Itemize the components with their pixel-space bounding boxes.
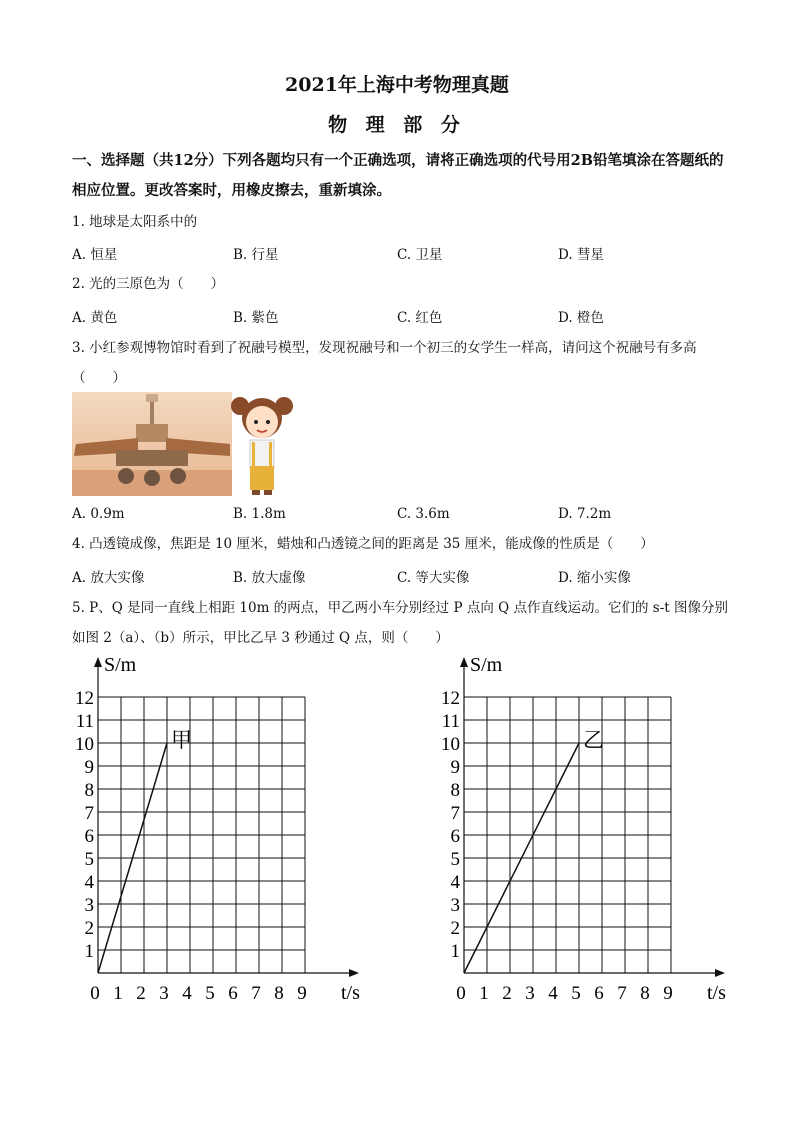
y-tick-label: 6 xyxy=(84,826,94,847)
y-tick-label: 1 xyxy=(84,941,94,962)
x-tick-label: 8 xyxy=(274,983,284,1004)
x-tick-label: 9 xyxy=(297,983,307,1004)
section-instructions: 一、选择题（共12分）下列各题均只有一个正确选项，请将正确选项的代号用2B铅笔填涂在答题纸的相应位置。更改答案时，用橡皮擦去，重新填涂。 xyxy=(72,152,724,199)
grid xyxy=(464,697,671,973)
x-tick-label: 1 xyxy=(479,983,489,1004)
y-tick-label: 12 xyxy=(75,688,94,709)
y-tick-label: 9 xyxy=(84,757,94,778)
option-a[interactable]: A. 0.9m xyxy=(72,506,125,522)
x-tick-label: 1 xyxy=(113,983,123,1004)
question-3-stem: 3. 小红参观博物馆时看到了祝融号模型，发现祝融号和一个初三的女学生一样高，请问这个祝融号有多高 xyxy=(72,340,697,356)
st-graph-a xyxy=(66,652,366,1012)
y-tick-label: 4 xyxy=(84,872,94,893)
question-4-options xyxy=(72,566,732,586)
question-5-stem-cont: 如图 2（a）、（b）所示，甲比乙早 3 秒通过 Q 点，则（ ） xyxy=(72,630,449,646)
option-b[interactable]: B. 放大虚像 xyxy=(233,570,306,586)
y-tick-label: 8 xyxy=(450,780,460,801)
st-graph-b-svg xyxy=(432,652,732,1012)
x-axis-label: t/s xyxy=(341,982,360,1004)
y-tick-label: 10 xyxy=(75,734,94,755)
y-tick-label: 7 xyxy=(84,803,94,824)
x-tick-label: 5 xyxy=(205,983,215,1004)
y-axis-arrow xyxy=(460,657,468,667)
x-tick-label: 0 xyxy=(456,983,466,1004)
y-tick-label: 10 xyxy=(441,734,460,755)
x-tick-label: 2 xyxy=(136,983,146,1004)
option-d[interactable]: D. 彗星 xyxy=(558,247,604,263)
st-graph-b xyxy=(432,652,732,1012)
question-2-options xyxy=(72,306,732,326)
x-tick-label: 0 xyxy=(90,983,100,1004)
y-axis-arrow xyxy=(94,657,102,667)
x-tick-label: 3 xyxy=(525,983,535,1004)
option-b[interactable]: B. 紫色 xyxy=(233,310,279,326)
grid xyxy=(98,697,305,973)
x-tick-label: 2 xyxy=(502,983,512,1004)
y-tick-label: 11 xyxy=(441,711,460,732)
option-c[interactable]: C. 等大实像 xyxy=(397,570,470,586)
girl-illustration xyxy=(228,392,296,496)
x-tick-label: 6 xyxy=(594,983,604,1004)
question-1-stem: 1. 地球是太阳系中的 xyxy=(72,214,198,230)
page-title: 2021年上海中考物理真题 xyxy=(285,74,509,96)
y-tick-label: 8 xyxy=(84,780,94,801)
option-d[interactable]: D. 橙色 xyxy=(558,310,604,326)
question-5-stem: 5. P、Q 是同一直线上相距 10m 的两点，甲乙两小车分别经过 P 点向 Q 点作直线运动。它们的 s-t 图像分别 xyxy=(72,600,728,616)
y-axis-label: S/m xyxy=(470,654,503,676)
x-tick-label: 4 xyxy=(182,983,192,1004)
series-label: 甲 xyxy=(171,728,192,752)
x-tick-label: 7 xyxy=(617,983,627,1004)
x-tick-label: 4 xyxy=(548,983,558,1004)
question-2-stem: 2. 光的三原色为（ ） xyxy=(72,276,225,292)
series-label: 乙 xyxy=(583,728,604,752)
y-tick-label: 12 xyxy=(441,688,460,709)
question-3-stem-cont: （ ） xyxy=(72,370,126,386)
x-tick-label: 6 xyxy=(228,983,238,1004)
st-graph-a-svg xyxy=(66,652,366,1012)
x-axis-arrow xyxy=(715,969,725,977)
y-tick-label: 5 xyxy=(84,849,94,870)
x-axis-label: t/s xyxy=(707,982,726,1004)
y-tick-label: 5 xyxy=(450,849,460,870)
option-c[interactable]: C. 红色 xyxy=(397,310,443,326)
question-4-stem: 4. 凸透镜成像，焦距是 10 厘米，蜡烛和凸透镜之间的距离是 35 厘米，能成像的性质是（ ） xyxy=(72,536,654,552)
option-d[interactable]: D. 缩小实像 xyxy=(558,570,631,586)
page-subtitle: 物 理 部 分 xyxy=(328,114,466,136)
rover-photo xyxy=(72,392,232,496)
option-b[interactable]: B. 行星 xyxy=(233,247,279,263)
y-tick-label: 1 xyxy=(450,941,460,962)
option-b[interactable]: B. 1.8m xyxy=(233,506,286,522)
option-d[interactable]: D. 7.2m xyxy=(558,506,612,522)
y-tick-label: 6 xyxy=(450,826,460,847)
option-c[interactable]: C. 3.6m xyxy=(397,506,450,522)
x-tick-label: 9 xyxy=(663,983,673,1004)
x-tick-label: 7 xyxy=(251,983,261,1004)
y-tick-label: 2 xyxy=(450,918,460,939)
option-a[interactable]: A. 放大实像 xyxy=(72,570,145,586)
option-a[interactable]: A. 恒星 xyxy=(72,247,118,263)
question-3-options xyxy=(72,506,732,526)
y-tick-label: 4 xyxy=(450,872,460,893)
y-tick-label: 7 xyxy=(450,803,460,824)
y-tick-label: 3 xyxy=(450,895,460,916)
x-tick-label: 3 xyxy=(159,983,169,1004)
y-tick-label: 9 xyxy=(450,757,460,778)
y-tick-label: 3 xyxy=(84,895,94,916)
option-c[interactable]: C. 卫星 xyxy=(397,247,443,263)
x-axis-arrow xyxy=(349,969,359,977)
question-1-options xyxy=(72,243,732,263)
y-axis-label: S/m xyxy=(104,654,137,676)
option-a[interactable]: A. 黄色 xyxy=(72,310,118,326)
y-tick-label: 11 xyxy=(75,711,94,732)
x-tick-label: 8 xyxy=(640,983,650,1004)
y-tick-label: 2 xyxy=(84,918,94,939)
x-tick-label: 5 xyxy=(571,983,581,1004)
